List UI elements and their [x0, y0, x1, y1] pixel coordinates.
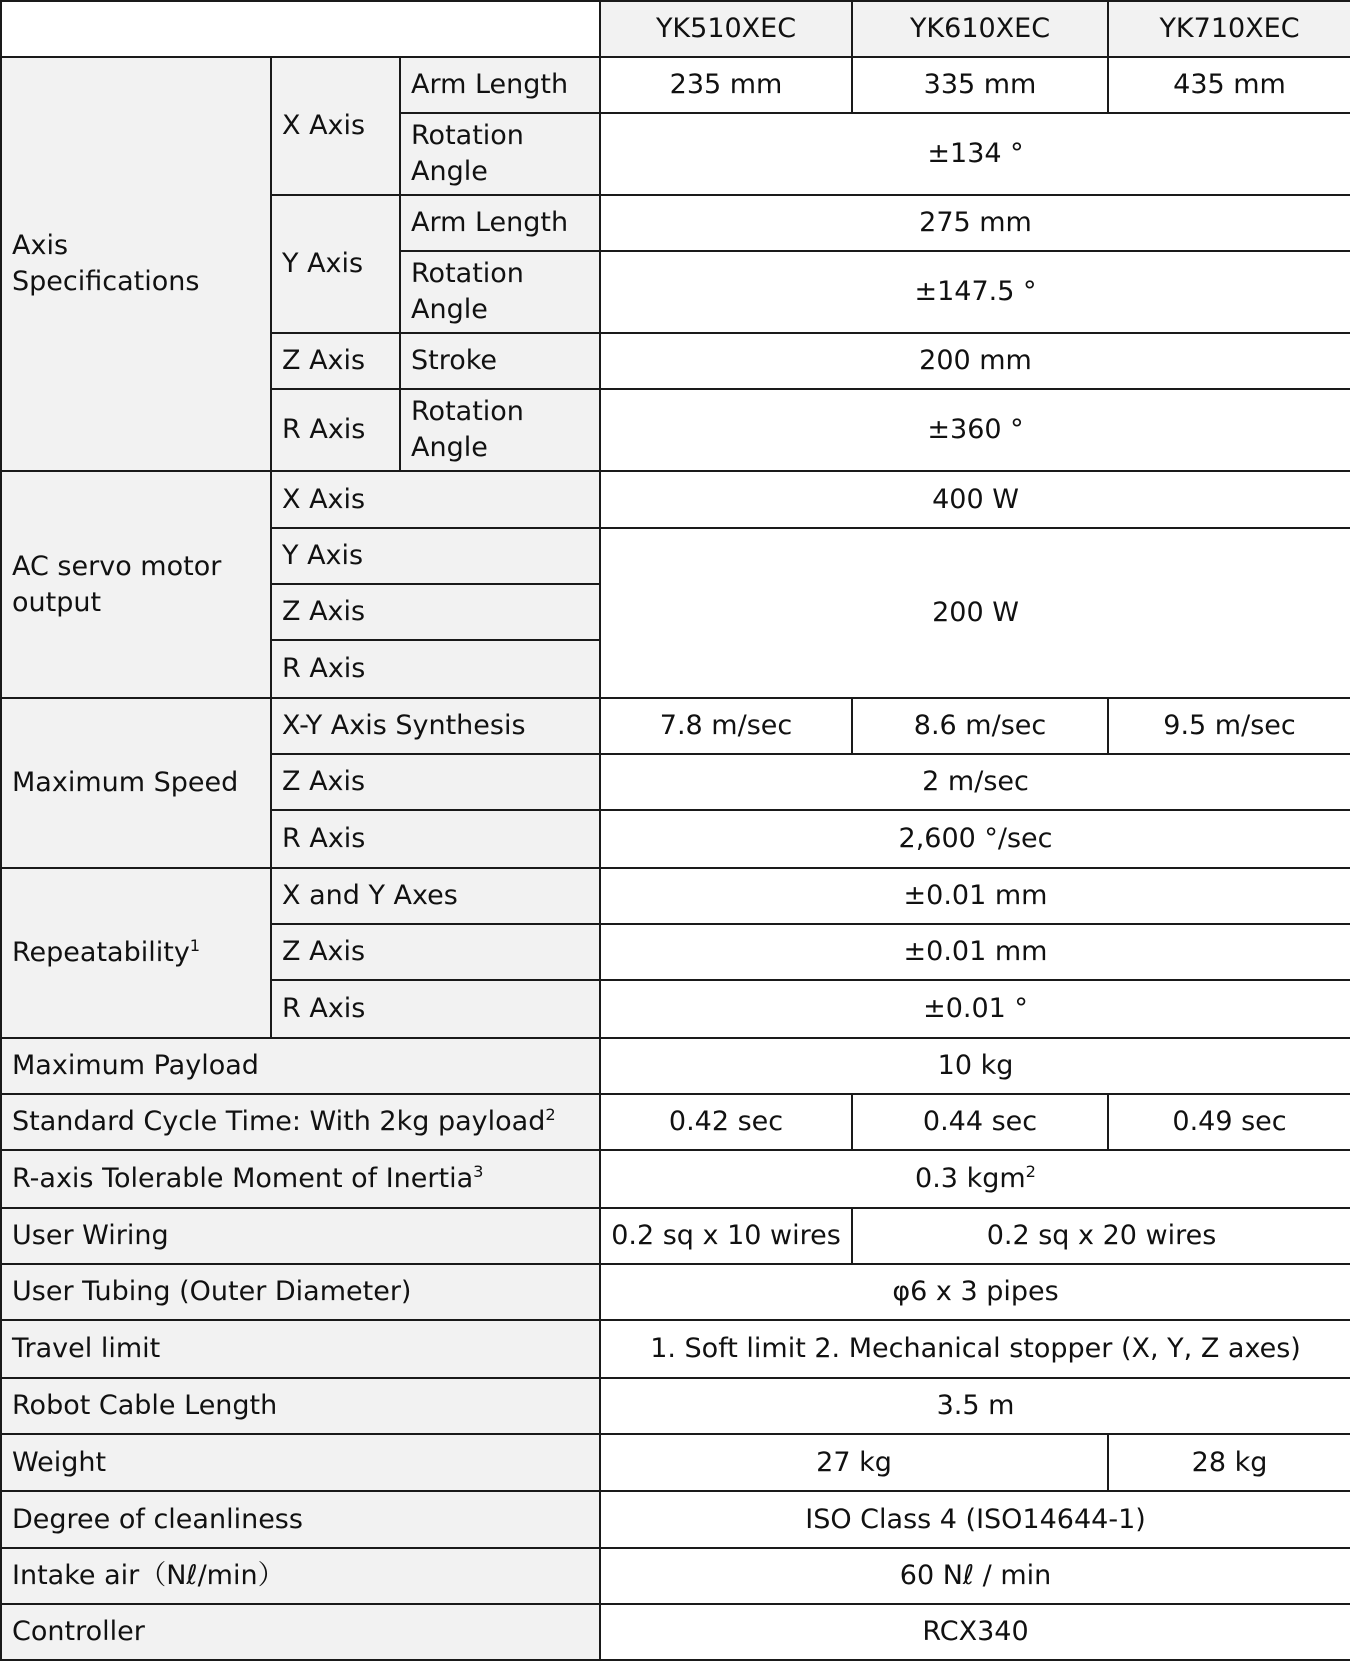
repeatability-text: Repeatability [12, 937, 190, 968]
table-row [1, 1208, 1350, 1264]
motor-z-axis-label: Z Axis [271, 584, 600, 640]
motor-output-label: AC servo motor output [1, 471, 271, 698]
table-row [1, 1094, 1350, 1150]
wiring-yk610-yk710: 0.2 sq x 20 wires [852, 1208, 1350, 1264]
motor-r-axis-label: R Axis [271, 640, 600, 698]
table-row [1, 1548, 1350, 1604]
repeat-z-label: Z Axis [271, 924, 600, 980]
r-axis-label: R Axis [271, 389, 400, 471]
footnote-3: 3 [473, 1162, 484, 1181]
speed-xy-yk610: 8.6 m/sec [852, 698, 1108, 754]
speed-z-label: Z Axis [271, 754, 600, 810]
travel-limit-label: Travel limit [1, 1320, 600, 1378]
table-row [1, 1434, 1350, 1491]
table-row [1, 1378, 1350, 1434]
inertia-value-exponent: 2 [1025, 1162, 1036, 1181]
footnote-2: 2 [545, 1105, 556, 1124]
wiring-yk510: 0.2 sq x 10 wires [600, 1208, 852, 1264]
weight-label: Weight [1, 1434, 600, 1491]
cycle-time-yk510: 0.42 sec [600, 1094, 852, 1150]
table-row [1, 1150, 1350, 1208]
model-header-yk710: YK710XEC [1108, 1, 1350, 57]
repeatability-label [1, 868, 271, 1038]
z-stroke-value: 200 mm [600, 333, 1350, 389]
weight-yk510-yk610: 27 kg [600, 1434, 1108, 1491]
table-row [1, 57, 1350, 113]
max-speed-label: Maximum Speed [1, 698, 271, 868]
tubing-value: φ6 x 3 pipes [600, 1264, 1350, 1320]
x-axis-label: X Axis [271, 57, 400, 195]
motor-x-axis-value: 400 W [600, 471, 1350, 528]
inertia-text: R-axis Tolerable Moment of Inertia [12, 1163, 474, 1194]
controller-label: Controller [1, 1604, 600, 1660]
repeat-r-value: ±0.01 ° [600, 980, 1350, 1038]
intake-air-value: 60 Nℓ / min [600, 1548, 1350, 1604]
table-row [1, 1491, 1350, 1548]
y-arm-length-value: 275 mm [600, 195, 1350, 251]
payload-value: 10 kg [600, 1038, 1350, 1094]
cycle-time-yk710: 0.49 sec [1108, 1094, 1350, 1150]
x-arm-length-yk610: 335 mm [852, 57, 1108, 113]
repeat-xy-label: X and Y Axes [271, 868, 600, 924]
axis-specs-label: Axis Specifications [1, 57, 271, 471]
y-rotation-value: ±147.5 ° [600, 251, 1350, 333]
inertia-label [1, 1150, 600, 1208]
cleanliness-label: Degree of cleanliness [1, 1491, 600, 1548]
table-row [1, 698, 1350, 754]
cable-length-label: Robot Cable Length [1, 1378, 600, 1434]
speed-xy-label: X-Y Axis Synthesis [271, 698, 600, 754]
cable-length-value: 3.5 m [600, 1378, 1350, 1434]
tubing-label: User Tubing (Outer Diameter) [1, 1264, 600, 1320]
table-row [1, 1264, 1350, 1320]
motor-y-axis-label: Y Axis [271, 528, 600, 584]
x-arm-length-label: Arm Length [400, 57, 600, 113]
r-rotation-label: Rotation Angle [400, 389, 600, 471]
y-arm-length-label: Arm Length [400, 195, 600, 251]
x-rotation-value: ±134 ° [600, 113, 1350, 195]
cycle-time-yk610: 0.44 sec [852, 1094, 1108, 1150]
table-row [1, 1038, 1350, 1094]
payload-label: Maximum Payload [1, 1038, 600, 1094]
intake-air-label: Intake air（Nℓ/min） [1, 1548, 600, 1604]
wiring-label: User Wiring [1, 1208, 600, 1264]
y-axis-label: Y Axis [271, 195, 400, 333]
y-rotation-label: Rotation Angle [400, 251, 600, 333]
table-row [1, 1604, 1350, 1660]
x-arm-length-yk710: 435 mm [1108, 57, 1350, 113]
speed-r-label: R Axis [271, 810, 600, 868]
weight-yk710: 28 kg [1108, 1434, 1350, 1491]
header-row [1, 1, 1350, 57]
speed-xy-yk710: 9.5 m/sec [1108, 698, 1350, 754]
controller-value: RCX340 [600, 1604, 1350, 1660]
motor-yzr-value: 200 W [600, 528, 1350, 698]
repeat-xy-value: ±0.01 mm [600, 868, 1350, 924]
header-blank-cell [1, 1, 600, 57]
table-row [1, 1320, 1350, 1378]
inertia-value-text: 0.3 kgm [915, 1163, 1026, 1194]
cleanliness-value: ISO Class 4 (ISO14644-1) [600, 1491, 1350, 1548]
z-stroke-label: Stroke [400, 333, 600, 389]
z-axis-label: Z Axis [271, 333, 400, 389]
table-row [1, 471, 1350, 528]
speed-z-value: 2 m/sec [600, 754, 1350, 810]
speed-xy-yk510: 7.8 m/sec [600, 698, 852, 754]
inertia-value [600, 1150, 1350, 1208]
footnote-1: 1 [189, 936, 201, 955]
model-header-yk610: YK610XEC [852, 1, 1108, 57]
x-rotation-label: Rotation Angle [400, 113, 600, 195]
motor-x-axis-label: X Axis [271, 471, 600, 528]
model-header-yk510: YK510XEC [600, 1, 852, 57]
repeat-r-label: R Axis [271, 980, 600, 1038]
cycle-time-text: Standard Cycle Time: With 2kg payload [12, 1106, 546, 1137]
table-row [1, 868, 1350, 924]
repeat-z-value: ±0.01 mm [600, 924, 1350, 980]
speed-r-value: 2,600 °/sec [600, 810, 1350, 868]
r-rotation-value: ±360 ° [600, 389, 1350, 471]
x-arm-length-yk510: 235 mm [600, 57, 852, 113]
cycle-time-label [1, 1094, 600, 1150]
travel-limit-value: 1. Soft limit 2. Mechanical stopper (X, Y, Z axes) [600, 1320, 1350, 1378]
